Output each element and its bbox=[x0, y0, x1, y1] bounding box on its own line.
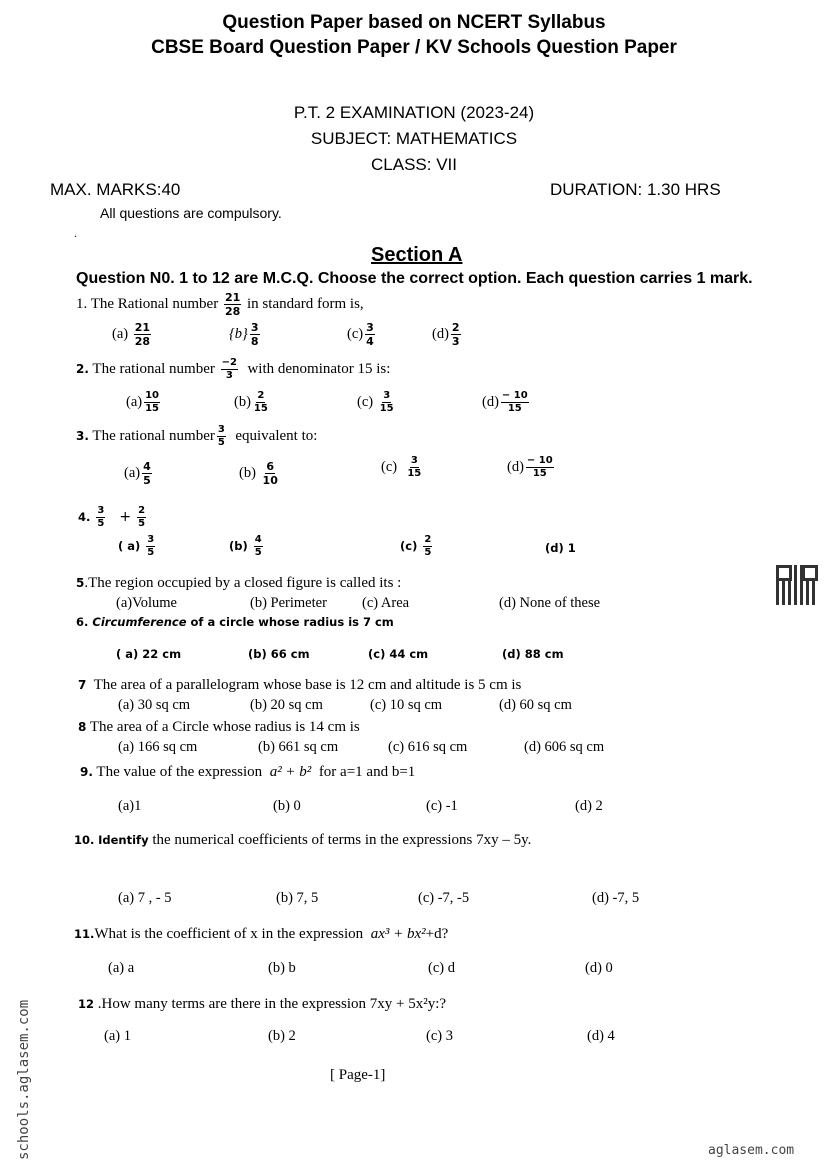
q7-option-a: (a) 30 sq cm bbox=[118, 697, 191, 713]
question-5: 5.The region occupied by a closed figure is called its : bbox=[76, 575, 402, 591]
q9-option-c: (c) -1 bbox=[426, 798, 458, 814]
question-7: 7 The area of a parallelogram whose base is 12 cm and altitude is 5 cm is bbox=[78, 677, 522, 693]
q5-option-c: (c) Area bbox=[362, 595, 410, 611]
duration: DURATION: 1.30 HRS bbox=[550, 180, 721, 199]
q2-option-d: (d) $\frac{- 10}{15}$ bbox=[482, 390, 528, 414]
question-1 bbox=[76, 292, 364, 317]
q10-option-a: (a) 7 , - 5 bbox=[118, 890, 172, 906]
instruction: All questions are compulsory. bbox=[100, 205, 282, 221]
section-title: Section A bbox=[371, 244, 463, 266]
q8-option-b: (b) 661 sq cm bbox=[258, 739, 339, 755]
q11-expression: ax³ + bx² bbox=[370, 926, 426, 942]
question-8: 8 The area of a Circle whose radius is 14 cm is bbox=[78, 719, 360, 735]
q11-option-c: (c) d bbox=[428, 960, 455, 976]
header-line-2: CBSE Board Question Paper / KV Schools Question Paper bbox=[151, 37, 677, 58]
q10-option-c: (c) -7, -5 bbox=[418, 890, 470, 906]
exam-class: CLASS: VII bbox=[371, 155, 457, 174]
q9-option-d: (d) 2 bbox=[575, 798, 603, 814]
q3-option-c: (c) $\frac{3}{15}$ bbox=[381, 455, 422, 479]
question-4: 4. $\frac{3}{5}$ + $\frac{2}{5}$ bbox=[78, 505, 146, 529]
page-number: [ Page-1] bbox=[330, 1067, 386, 1083]
exam-title: P.T. 2 EXAMINATION (2023-24) bbox=[293, 103, 535, 122]
section-instruction: Question N0. 1 to 12 are M.C.Q. Choose the correct option. Each question carries 1 mark. bbox=[76, 270, 753, 287]
q2-option-a: (a) $\frac{10}{15}$ bbox=[126, 390, 160, 414]
q1-option-d: (d) $\frac{2}{3}$ bbox=[432, 321, 460, 348]
q5-option-a: (a)Volume bbox=[116, 595, 177, 611]
exam-subject: SUBJECT: MATHEMATICS bbox=[310, 129, 518, 148]
q10-option-d: (d) -7, 5 bbox=[592, 890, 640, 906]
question-10: 10. Identify the numerical coefficients of terms in the expressions 7xy – 5y. bbox=[74, 832, 532, 848]
q4-option-c: (c) $\frac{2}{5}$ bbox=[400, 534, 432, 558]
qr-code bbox=[776, 565, 818, 605]
header-line-1: Question Paper based on NCERT Syllabus bbox=[222, 12, 606, 33]
q3-option-d: (d) $\frac{- 10}{15}$ bbox=[507, 455, 553, 479]
side-watermark: schools.aglasem.com bbox=[16, 999, 32, 1160]
q8-option-c: (c) 616 sq cm bbox=[388, 739, 468, 755]
question-9: 9. The value of the expression a² + b² for a=1 and b=1 bbox=[80, 764, 416, 780]
q1-post: in standard form is, bbox=[247, 295, 364, 312]
q4-option-a: ( a) $\frac{3}{5}$ bbox=[118, 534, 155, 558]
q12-option-d: (d) 4 bbox=[587, 1028, 615, 1044]
q6-option-a: ( a) 22 cm bbox=[116, 647, 182, 661]
question-11: 11.What is the coefficient of x in the expression ax³ + bx²+d? bbox=[74, 926, 449, 942]
q7-option-d: (d) 60 sq cm bbox=[499, 697, 572, 713]
q1-option-b: {b} $\frac{3}{8}$ bbox=[229, 321, 259, 348]
q1-option-c: (c) $\frac{3}{4}$ bbox=[347, 321, 374, 348]
question-3: 3. The rational number $\frac{3}{5}$ equivalent to: bbox=[76, 424, 318, 448]
q9-expression: a² + b² bbox=[269, 764, 312, 780]
max-marks: MAX. MARKS:40 bbox=[50, 180, 181, 199]
question-6: 6. Circumference of a circle whose radius is 7 cm bbox=[76, 615, 394, 629]
q7-option-c: (c) 10 sq cm bbox=[370, 697, 443, 713]
question-2: 2. The rational number $\frac{-2}{3}$ with denominator 15 is: bbox=[76, 357, 391, 381]
corner-watermark: aglasem.com bbox=[708, 1143, 795, 1158]
q7-option-b: (b) 20 sq cm bbox=[250, 697, 323, 713]
q12-option-b: (b) 2 bbox=[268, 1028, 296, 1044]
q2-option-c: (c) $\frac{3}{15}$ bbox=[357, 390, 394, 414]
question-12: 12 .How many terms are there in the expression 7xy + 5x²y:? bbox=[78, 996, 447, 1012]
q12-option-a: (a) 1 bbox=[104, 1028, 131, 1044]
q8-option-a: (a) 166 sq cm bbox=[118, 739, 198, 755]
q10-option-b: (b) 7, 5 bbox=[276, 890, 319, 906]
stray-dot: . bbox=[74, 226, 77, 240]
q2-option-b: (b) $\frac{2}{15}$ bbox=[234, 390, 268, 414]
q5-option-d: (d) None of these bbox=[499, 595, 601, 611]
q11-option-d: (d) 0 bbox=[585, 960, 613, 976]
q6-option-b: (b) 66 cm bbox=[248, 647, 310, 661]
q9-option-a: (a)1 bbox=[118, 798, 142, 814]
q5-option-b: (b) Perimeter bbox=[250, 595, 327, 611]
q11-option-b: (b) b bbox=[268, 960, 296, 976]
q9-option-b: (b) 0 bbox=[273, 798, 301, 814]
q4-option-b: (b) $\frac{4}{5}$ bbox=[229, 534, 262, 558]
q6-option-d: (d) 88 cm bbox=[502, 647, 564, 661]
q1-fraction: $\frac{21}{28}$ bbox=[224, 291, 241, 318]
q3-option-a: (a) $\frac{4}{5}$ bbox=[124, 460, 151, 487]
q6-option-c: (c) 44 cm bbox=[368, 647, 429, 661]
q8-option-d: (d) 606 sq cm bbox=[524, 739, 605, 755]
q1-option-a: (a) $\frac{21}{28}$ bbox=[112, 321, 151, 348]
q3-option-b: (b) $\frac{6}{10}$ bbox=[239, 460, 278, 487]
q12-option-c: (c) 3 bbox=[426, 1028, 453, 1044]
q11-option-a: (a) a bbox=[108, 960, 135, 976]
q1-pre: 1. The Rational number bbox=[76, 295, 219, 312]
q4-option-d: (d) 1 bbox=[545, 541, 576, 555]
